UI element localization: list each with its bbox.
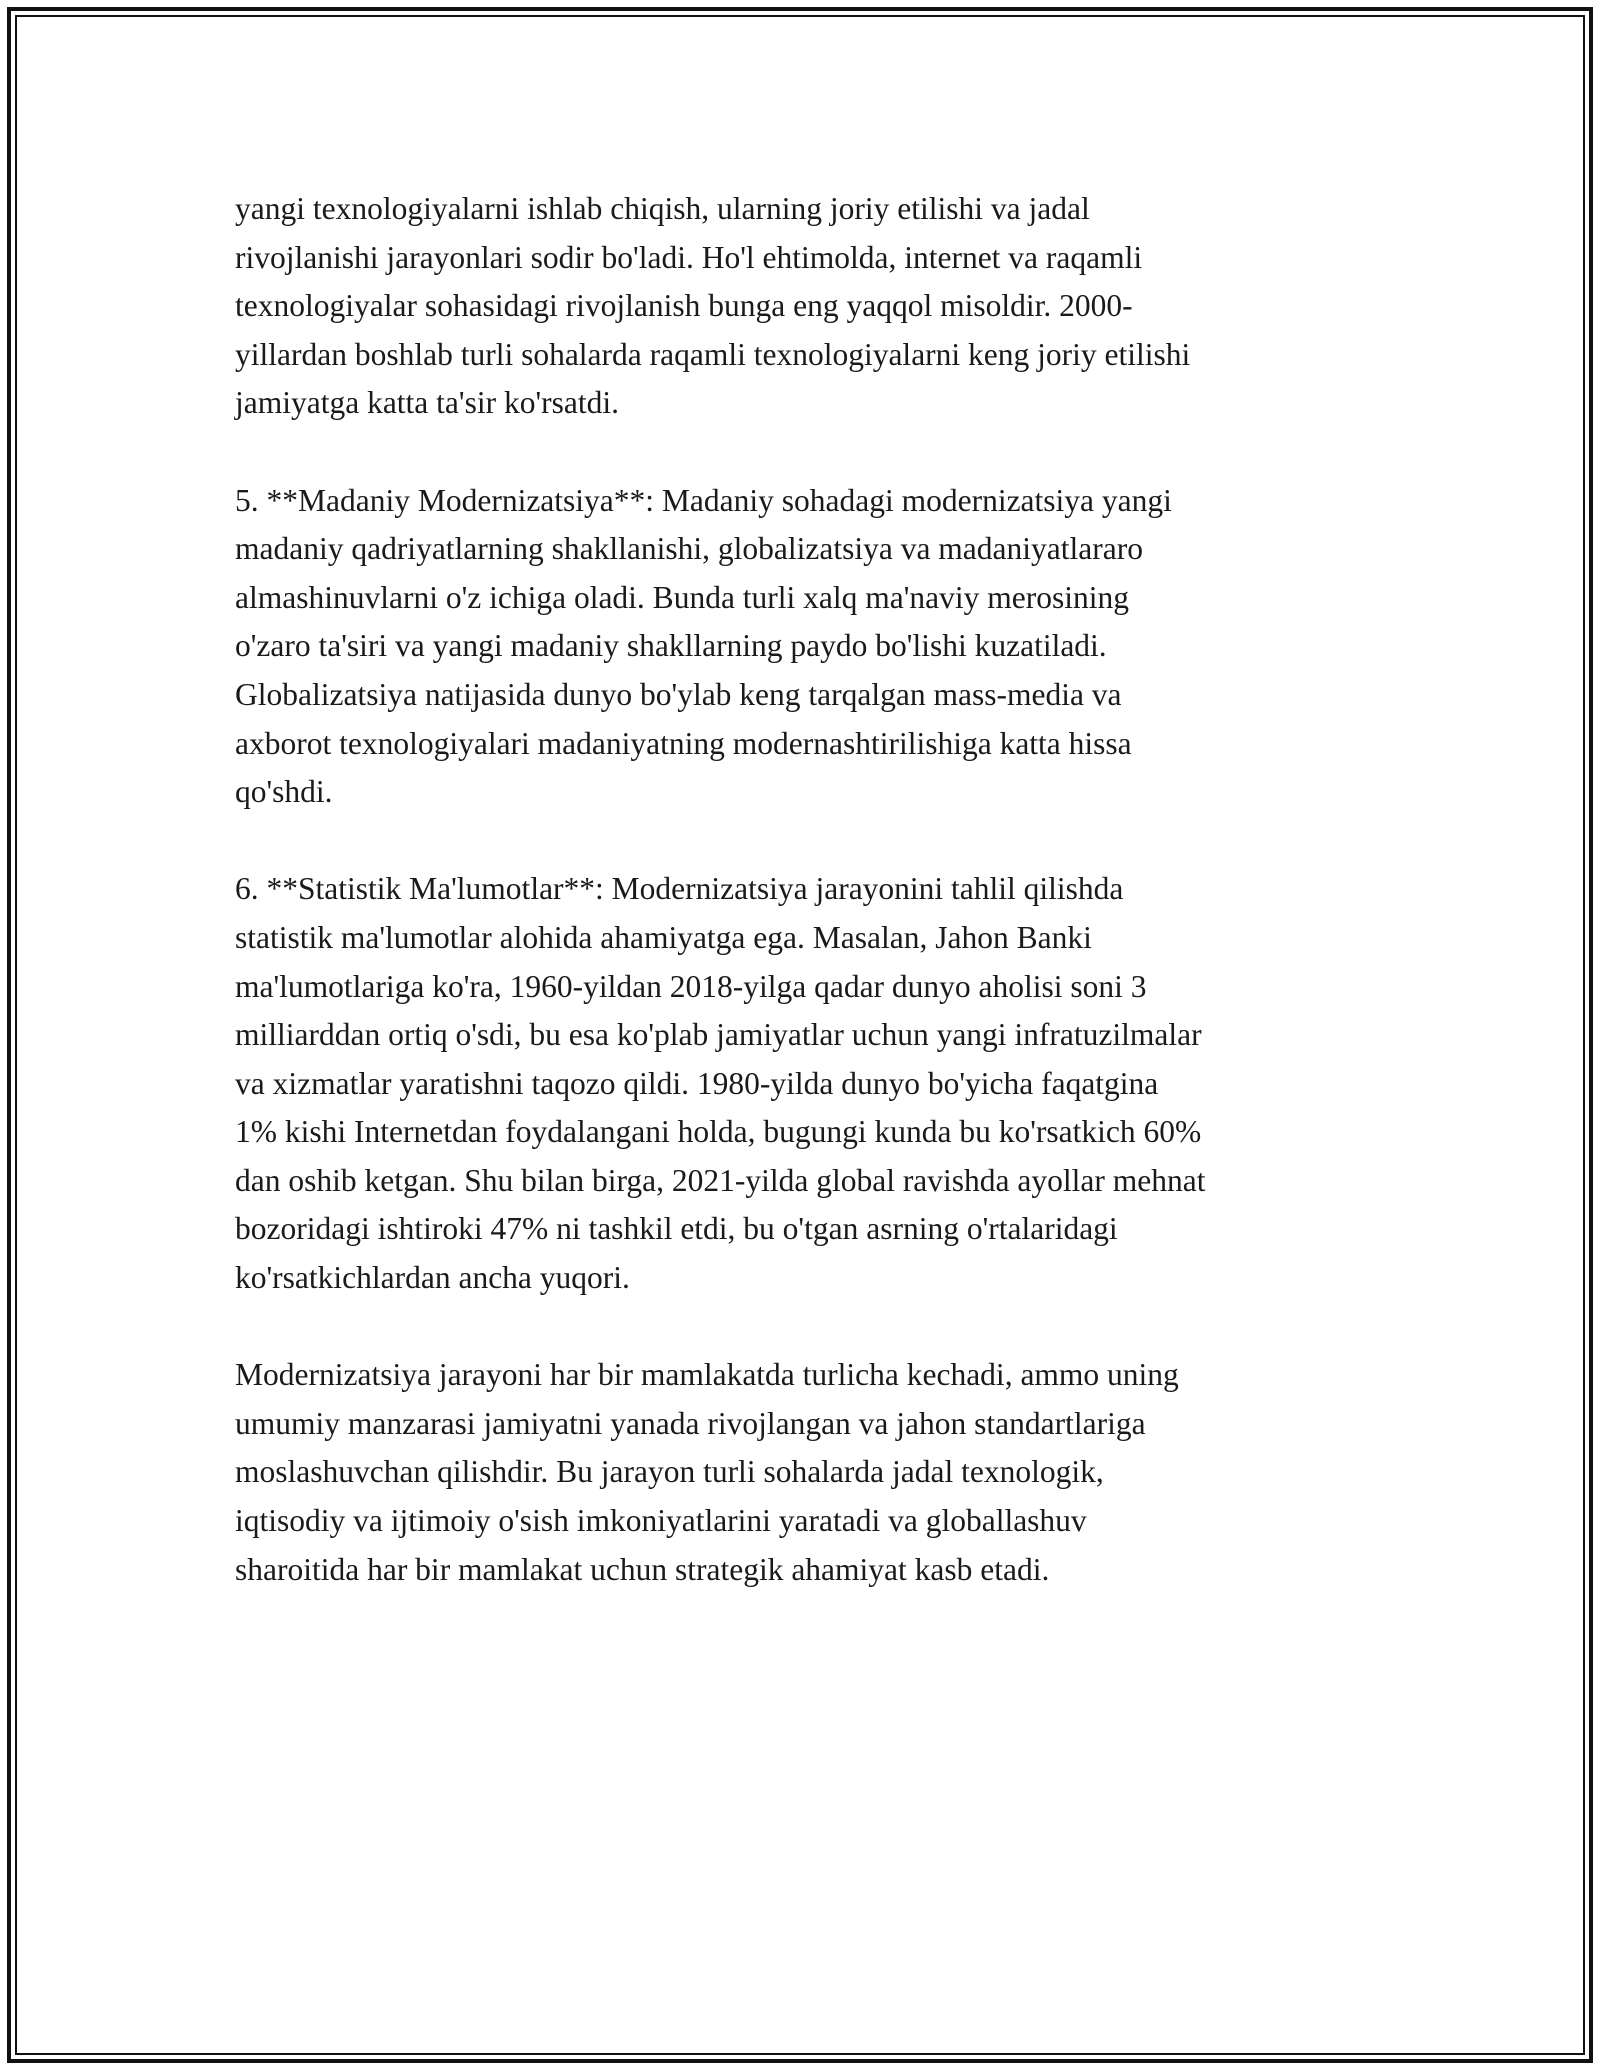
paragraph-cultural-modernization bbox=[235, 477, 1385, 817]
text-line: rivojlanishi jarayonlari sodir bo'ladi. Ho'l ehtimolda, internet va raqamli bbox=[235, 239, 1143, 275]
text-line: yillardan boshlab turli sohalarda raqamli texnologiyalarni keng joriy etilishi bbox=[235, 336, 1191, 372]
text-line: milliarddan ortiq o'sdi, bu esa ko'plab jamiyatlar uchun yangi infratuzilmalar bbox=[235, 1017, 1202, 1053]
text-line: texnologiyalar sohasidagi rivojlanish bunga eng yaqqol misoldir. 2000- bbox=[235, 288, 1133, 324]
text-line: ma'lumotlariga ko'ra, 1960-yildan 2018-yilga qadar dunyo aholisi soni 3 bbox=[235, 968, 1147, 1004]
text-line: axborot texnologiyalari madaniyatning modernashtirilishiga katta hissa bbox=[235, 725, 1132, 761]
paragraph-conclusion bbox=[235, 1351, 1385, 1594]
text-line: 1% kishi Internetdan foydalangani holda, bugungi kunda bu ko'rsatkich 60% bbox=[235, 1114, 1202, 1150]
text-line: statistik ma'lumotlar alohida ahamiyatga ega. Masalan, Jahon Banki bbox=[235, 919, 1092, 955]
text-line: iqtisodiy va ijtimoiy o'sish imkoniyatlarini yaratadi va globallashuv bbox=[235, 1503, 1087, 1539]
text-line: Modernizatsiya jarayoni har bir mamlakatda turlicha kechadi, ammo uning bbox=[235, 1357, 1179, 1393]
text-line: 5. **Madaniy Modernizatsiya**: Madaniy sohadagi modernizatsiya yangi bbox=[235, 482, 1172, 518]
text-line: yangi texnologiyalarni ishlab chiqish, ularning joriy etilishi va jadal bbox=[235, 191, 1090, 226]
text-line: jamiyatga katta ta'sir ko'rsatdi. bbox=[235, 385, 619, 421]
text-line: sharoitida har bir mamlakat uchun strategik ahamiyat kasb etadi. bbox=[235, 1551, 1050, 1587]
text-line: 6. **Statistik Ma'lumotlar**: Modernizatsiya jarayonini tahlil qilishda bbox=[235, 871, 1124, 907]
text-line: bozoridagi ishtiroki 47% ni tashkil etdi, bu o'tgan asrning o'rtalaridagi bbox=[235, 1211, 1118, 1247]
text-line: moslashuvchan qilishdir. Bu jarayon turli sohalarda jadal texnologik, bbox=[235, 1454, 1104, 1490]
text-line: va xizmatlar yaratishni taqozo qildi. 1980-yilda dunyo bo'yicha faqatgina bbox=[235, 1065, 1159, 1101]
text-line: Globalizatsiya natijasida dunyo bo'ylab keng tarqalgan mass-media va bbox=[235, 676, 1122, 712]
paragraph-technology bbox=[235, 185, 1385, 428]
text-line: almashinuvlarni o'z ichiga oladi. Bunda turli xalq ma'naviy merosining bbox=[235, 579, 1130, 615]
text-line: ko'rsatkichlardan ancha yuqori. bbox=[235, 1260, 630, 1296]
text-line: o'zaro ta'siri va yangi madaniy shakllarning paydo bo'lishi kuzatiladi. bbox=[235, 628, 1107, 664]
text-line: qo'shdi. bbox=[235, 774, 333, 810]
text-line: madaniy qadriyatlarning shakllanishi, globalizatsiya va madaniyatlararo bbox=[235, 531, 1143, 567]
document-body bbox=[235, 185, 1385, 1643]
text-line: umumiy manzarasi jamiyatni yanada rivojlangan va jahon standartlariga bbox=[235, 1405, 1146, 1441]
paragraph-statistical-data bbox=[235, 865, 1385, 1302]
text-line: dan oshib ketgan. Shu bilan birga, 2021-yilda global ravishda ayollar mehnat bbox=[235, 1162, 1206, 1198]
